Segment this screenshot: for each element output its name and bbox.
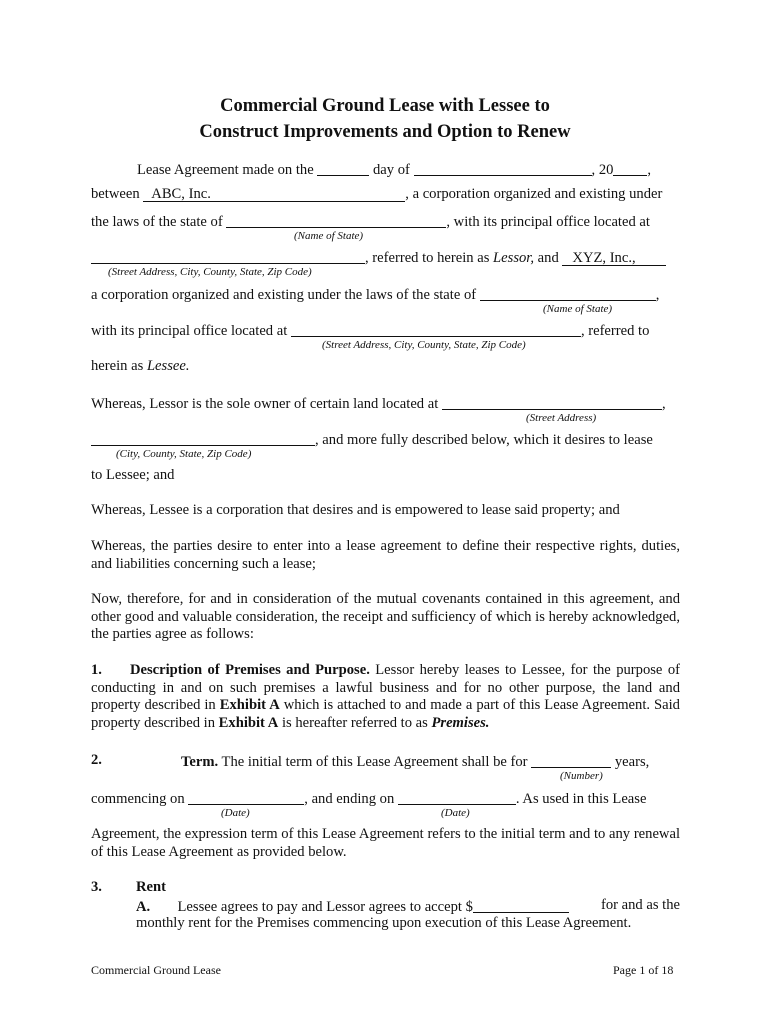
year-prefix: , 20 (591, 162, 614, 178)
section-3a-text-a: Lessee agrees to pay and Lessor agrees to accept $ (177, 899, 473, 915)
section-2-text-b: Agreement, the expression term of this Lease Agreement refers to the initial term and to any renewal of this Lease Agreement as provided below. (91, 826, 680, 860)
as-used-text: . As used in this Lease (515, 791, 647, 807)
footer-left: Commercial Ground Lease (91, 963, 221, 977)
laws-of-state-text: the laws of the state of (91, 214, 223, 230)
principal-office-text-2: with its principal office located at (91, 323, 288, 339)
intro-line-6 (91, 321, 649, 340)
intro-line-5 (91, 285, 659, 304)
day-blank[interactable] (317, 162, 369, 176)
to-lessee-text: to Lessee; and (91, 467, 175, 483)
exhibit-a-ref-2: Exhibit A (218, 714, 279, 731)
intro-comma-2: , (655, 287, 660, 303)
term-years-blank[interactable] (531, 754, 611, 768)
intro-line-4 (91, 248, 666, 267)
whereas-1-line-1 (91, 394, 666, 413)
section-1-heading: Description of Premises and Purpose. (129, 662, 370, 678)
whereas-2: Whereas, Lessee is a corporation that desires and is empowered to lease said property; and (91, 502, 620, 518)
date-hint-1: (Date) (221, 807, 250, 819)
herein-as-text: herein as (91, 358, 144, 374)
lessor-state-blank[interactable] (226, 214, 446, 228)
lessee-name-value: XYZ, Inc., (572, 250, 636, 266)
lessee-name-field[interactable] (562, 252, 666, 266)
section-2-line-2 (91, 789, 646, 808)
ending-on-text: , and ending on (304, 791, 395, 807)
corp-org-text: , a corporation organized and existing under (405, 186, 663, 202)
referred-to-text: , referred to (580, 323, 650, 339)
section-3-number: 3. (91, 879, 102, 895)
intro-line-1 (137, 160, 651, 179)
land-city-blank[interactable] (91, 432, 315, 446)
document-title-line-1: Commercial Ground Lease with Lessee to (220, 96, 550, 116)
footer-page-number: Page 1 of 18 (613, 963, 674, 977)
intro-line-3 (91, 212, 650, 231)
years-text: years, (614, 754, 650, 770)
section-2-number: 2. (91, 752, 102, 768)
year-blank[interactable] (613, 162, 647, 176)
whereas-3: Whereas, the parties desire to enter into a lease agreement to define their respective rights, duties, and liabilities concerning such a lease; (91, 538, 680, 572)
street-address-hint: (Street Address, City, County, State, Zip Code) (108, 266, 312, 278)
date-hint-2: (Date) (441, 807, 470, 819)
lessor-address-blank[interactable] (91, 250, 365, 264)
day-of-text: day of (372, 162, 410, 178)
intro-line-2 (91, 186, 662, 203)
section-1-text-a: Lessor hereby leases to Lessee, for the purpose of conducting in and on such premises a lawful business and for no other purpose, the land and property described in (91, 662, 680, 714)
street-address-hint-2: (Street Address, City, County, State, Zip Code) (322, 339, 526, 351)
premises-term: Premises. (431, 714, 490, 731)
name-of-state-hint: (Name of State) (294, 230, 364, 242)
rent-amount-blank[interactable] (473, 899, 569, 913)
commencing-on-text: commencing on (91, 791, 185, 807)
commence-date-blank[interactable] (188, 791, 304, 805)
between-text: between (91, 186, 140, 202)
lessor-name-field[interactable] (143, 188, 405, 202)
lessor-name-value: ABC, Inc. (151, 186, 211, 202)
end-date-blank[interactable] (398, 791, 516, 805)
section-1-text-b: which is attached to and made a part of this Lease Agreement. Said property described in (91, 697, 680, 731)
and-word: and (537, 250, 559, 266)
section-2-heading: Term. (181, 754, 219, 770)
lessee-state-blank[interactable] (480, 287, 656, 301)
name-of-state-hint-2: (Name of State) (543, 303, 613, 315)
lessee-address-blank[interactable] (291, 323, 581, 337)
section-1 (91, 662, 680, 732)
whereas-1-comma: , (661, 396, 666, 412)
whereas-1-line-2 (91, 430, 653, 449)
intro-line-7 (91, 358, 190, 375)
section-1-text-c: is hereafter referred to as (281, 714, 428, 731)
more-fully-text: , and more fully described below, which it desires to lease (315, 432, 653, 448)
intro-comma: , (647, 162, 652, 178)
section-3a-line-1 (136, 897, 680, 916)
section-3a-line-2: monthly rent for the Premises commencing upon execution of this Lease Agreement. (136, 915, 632, 931)
month-blank[interactable] (414, 162, 592, 176)
referred-lessor-text: , referred to herein as (365, 250, 490, 266)
street-hint-3: (Street Address) (526, 412, 597, 424)
principal-office-text: , with its principal office located at (446, 214, 650, 230)
lessor-word: Lessor, (493, 250, 535, 266)
number-hint: (Number) (560, 770, 603, 782)
document-title-line-2: Construct Improvements and Option to Renew (199, 122, 571, 142)
exhibit-a-ref-1: Exhibit A (219, 697, 280, 714)
section-2-line-1 (181, 752, 649, 771)
corp-org-laws-text: a corporation organized and existing under the laws of the state of (91, 287, 477, 303)
land-street-blank[interactable] (442, 396, 662, 410)
section-3-heading: Rent (136, 879, 166, 895)
section-1-number: 1. (91, 662, 102, 678)
section-3a-letter: A. (136, 899, 151, 915)
made-on-text: Lease Agreement made on the (137, 162, 314, 178)
section-2-text-a: The initial term of this Lease Agreement shall be for (221, 754, 528, 770)
city-hint: (City, County, State, Zip Code) (116, 448, 252, 460)
whereas-1-text: Whereas, Lessor is the sole owner of certain land located at (91, 396, 439, 412)
now-therefore: Now, therefore, for and in consideration of the mutual covenants contained in this agreement, and other good and valuable consideration, the receipt and sufficiency of which is hereby acknowledged, the parties agree as follows: (91, 591, 680, 643)
section-3a-text-b: for and as the (600, 897, 680, 913)
lessee-word: Lessee. (146, 358, 190, 374)
